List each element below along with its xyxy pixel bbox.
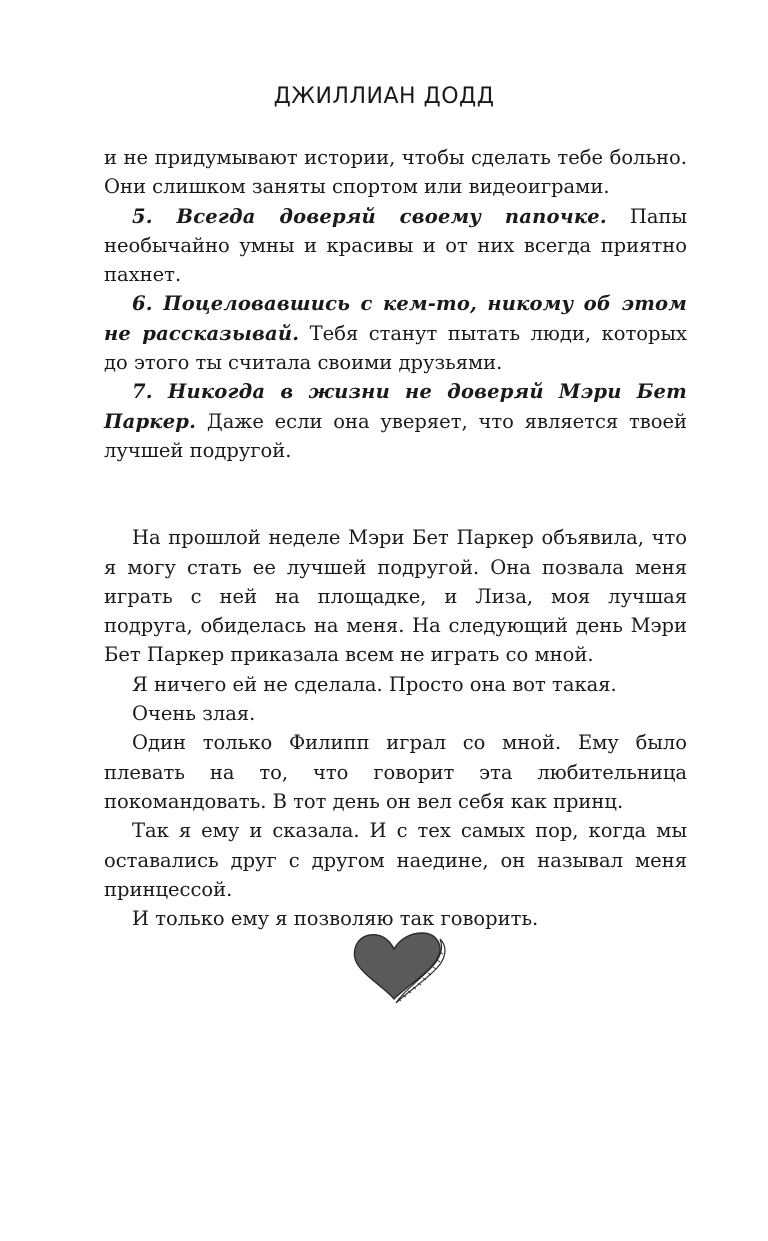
paragraph-mary-beth: На прошлой неделе Мэри Бет Паркер объявила, что я могу стать ее лучшей подругой. Она позвала меня играть с ней на площадке, и Лиза, моя лучшая подруга, обиделась на меня. На следующий день Мэри Бет Паркер приказала всем не играть со мной.	[104, 526, 687, 667]
paragraph-continuation: и не придумывают истории, чтобы сделать тебе больно. Они слишком заняты спортом или видеоиграми.	[104, 146, 687, 199]
rule-7-text: Даже если она уверяет, что является твоей лучшей подругой.	[104, 409, 687, 462]
rule-6-title: 6. Поцеловавшись с кем-то, никому об этом не рассказывай.	[104, 292, 687, 345]
rule-5	[104, 202, 687, 290]
paragraph-princess: Так я ему и сказала. И с тех самых пор, когда мы оставались друг с другом наедине, он называл меня принцессой.	[104, 819, 687, 901]
section-gap	[104, 465, 687, 523]
paragraph-only-him: И только ему я позволяю так говорить.	[132, 907, 539, 931]
paragraph-very-mean: Очень злая.	[132, 702, 256, 726]
running-title: ДЖИЛЛИАН ДОДД	[273, 84, 495, 109]
heart-icon	[352, 925, 448, 1005]
rule-6-text: Тебя станут пытать люди, которых до этого ты считала своими друзьями.	[104, 321, 687, 375]
rule-5-text: Папы необычайно умны и красивы и от них всегда приятно пахнет.	[104, 204, 687, 287]
rule-5-title: 5. Всегда доверяй своему папочке.	[132, 204, 607, 228]
rule-6	[104, 289, 687, 377]
rule-7	[104, 377, 687, 465]
paragraph-philip: Один только Филипп играл со мной. Ему было плевать на то, что говорит эта любительница покомандовать. В тот день он вел себя как принц.	[104, 731, 687, 813]
body-text	[104, 143, 687, 933]
rule-7-title: 7. Никогда в жизни не доверяй Мэри Бет Паркер.	[104, 380, 687, 433]
paragraph-nothing-done: Я ничего ей не сделала. Просто она вот такая.	[132, 672, 617, 696]
